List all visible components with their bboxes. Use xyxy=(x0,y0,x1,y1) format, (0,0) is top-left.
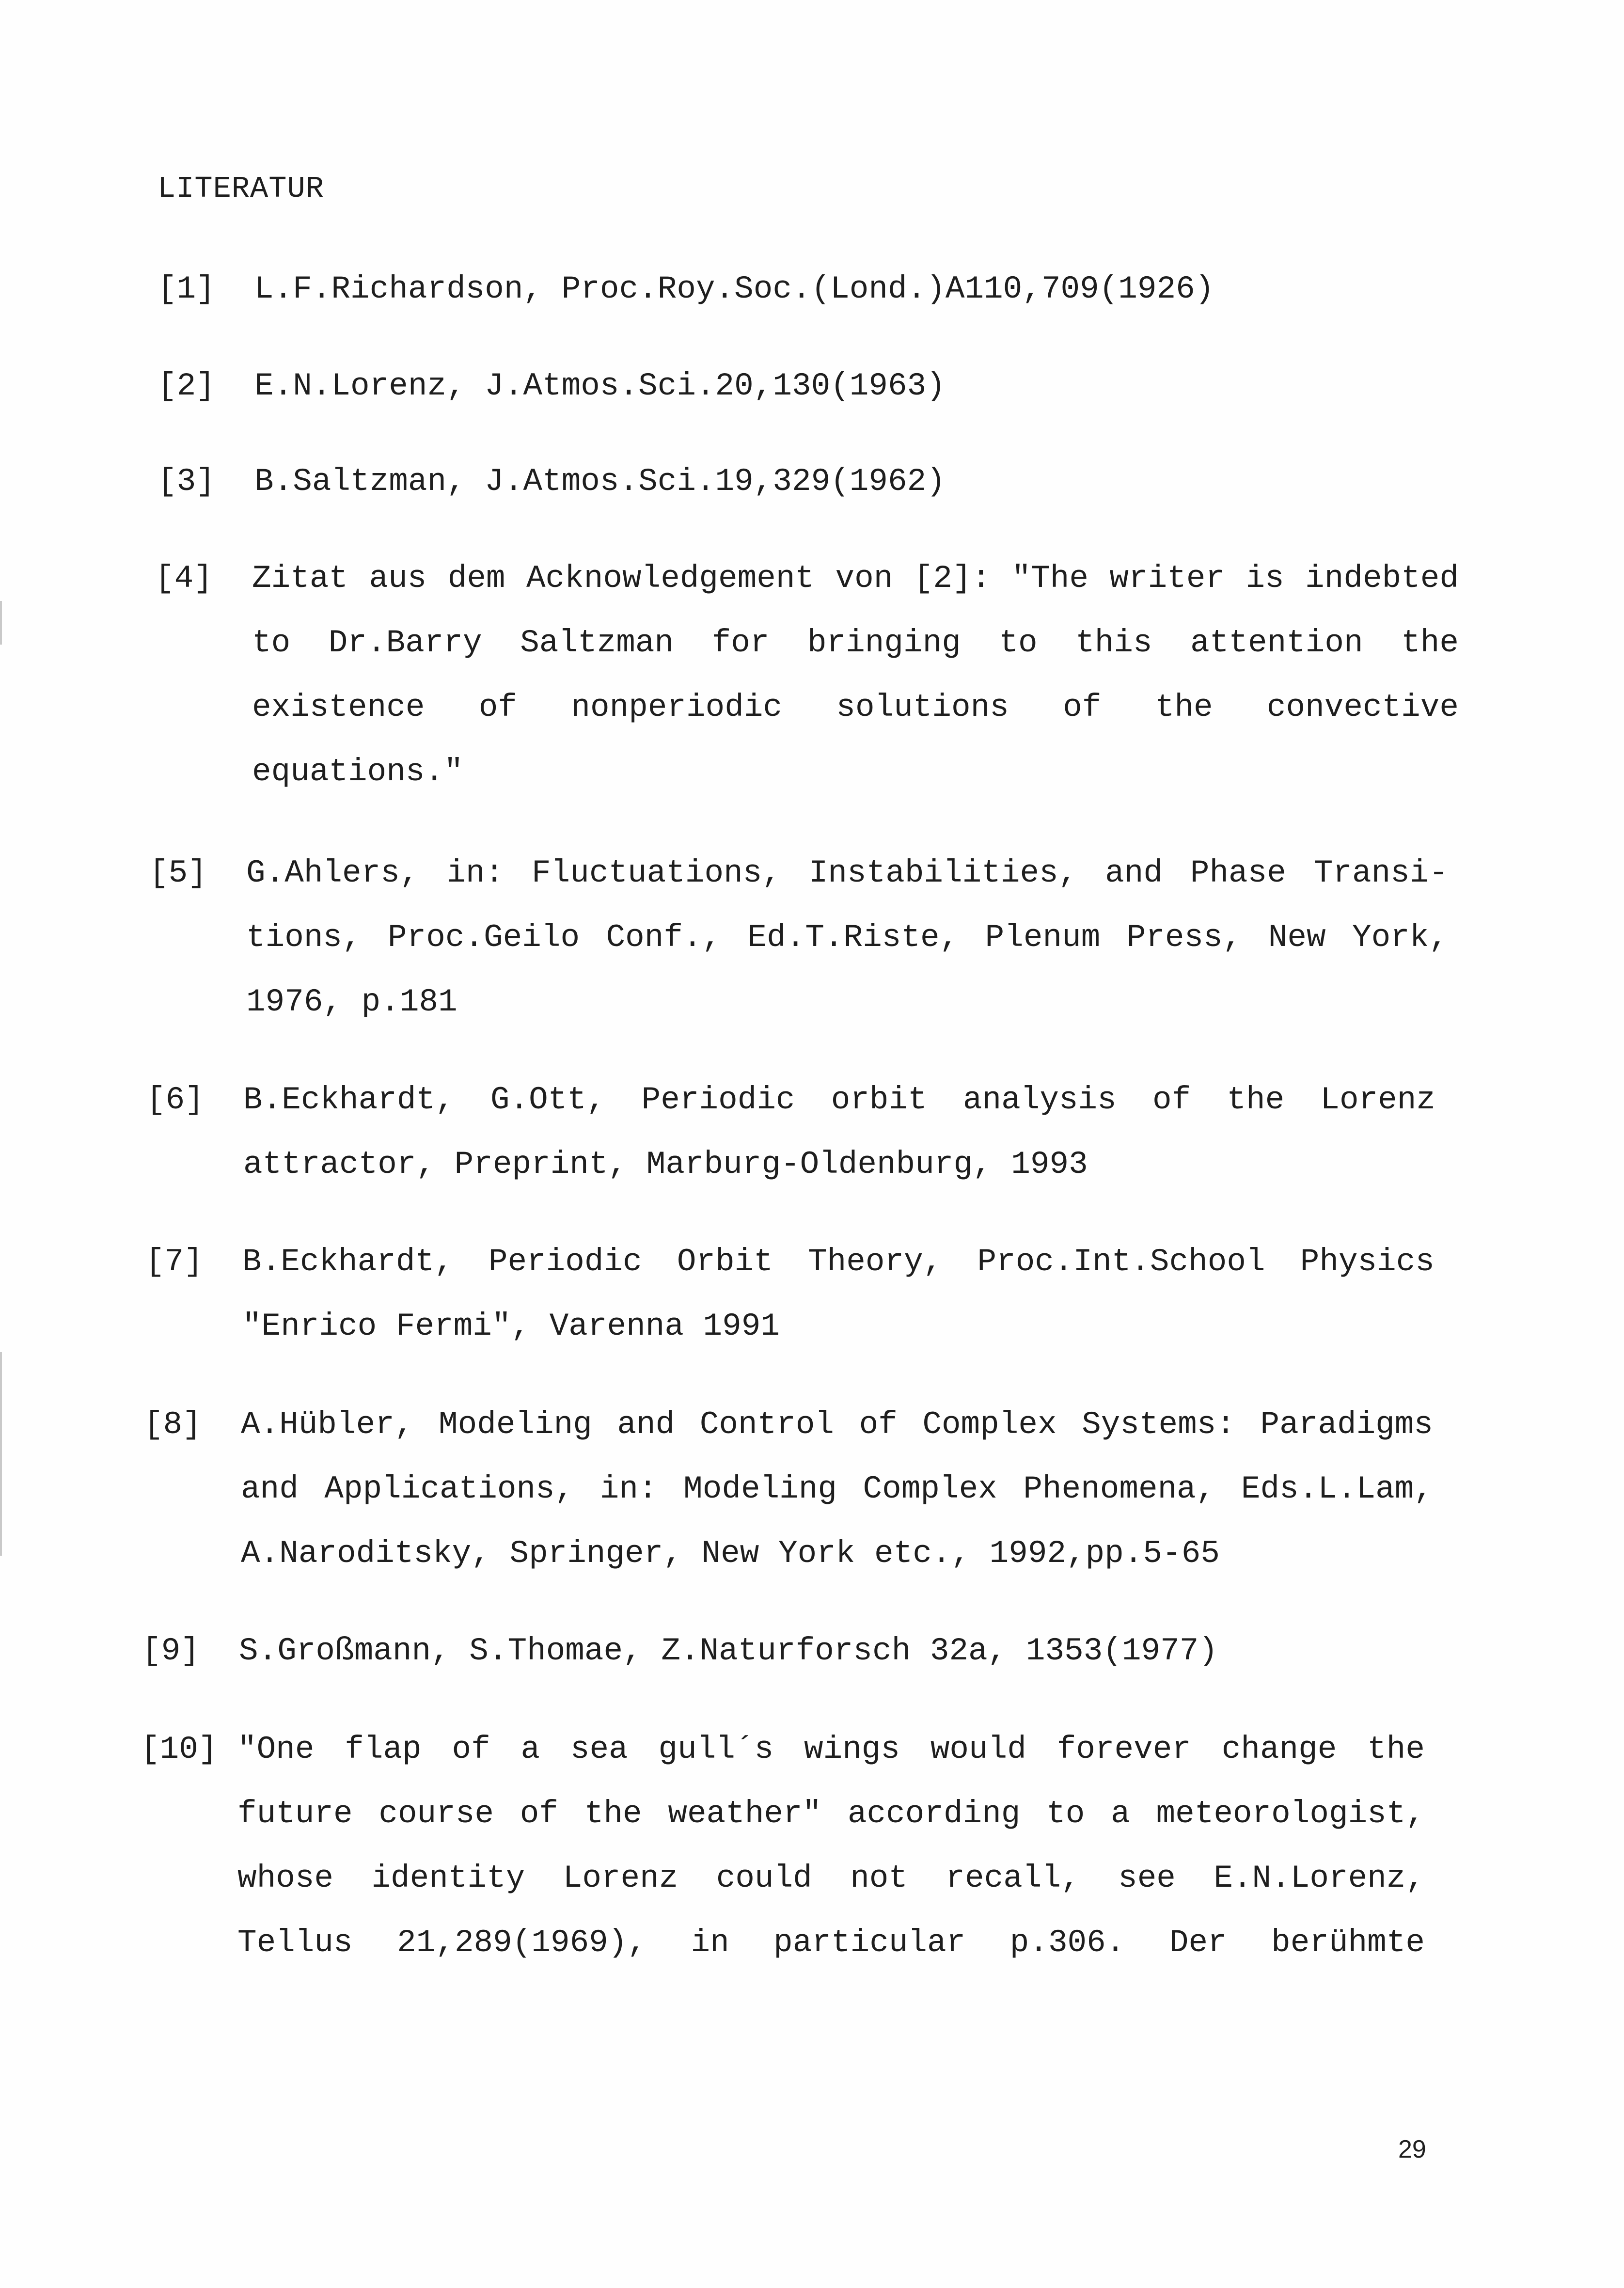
reference-entry-7 xyxy=(145,1230,1454,1358)
reference-number: [3] xyxy=(158,463,215,500)
scan-edge-mark xyxy=(0,601,2,645)
reference-text: S.Großmann, S.Thomae, Z.Naturforsch 32a, 1353(1977) xyxy=(239,1633,1218,1669)
reference-text: A.Hübler, Modeling and Control of Complex Systems: Paradigms and Applications, in: Modeling Complex Phenomena, Eds.L.Lam, A.Naroditsky, Springer, New York etc., 1992,pp.5-65 xyxy=(241,1406,1433,1572)
reference-entry-3 xyxy=(158,449,1466,514)
reference-text: B.Eckhardt, G.Ott, Periodic orbit analysis of the Lorenz attractor, Preprint, Marburg-Oldenburg, 1993 xyxy=(243,1082,1435,1183)
reference-entry-6 xyxy=(146,1068,1455,1197)
reference-entry-4 xyxy=(155,546,1464,804)
reference-entry-10 xyxy=(141,1717,1449,1975)
reference-text: E.N.Lorenz, J.Atmos.Sci.20,130(1963) xyxy=(254,368,946,404)
reference-number: [10] xyxy=(141,1731,218,1767)
reference-entry-9 xyxy=(142,1619,1451,1683)
reference-entry-1 xyxy=(158,257,1466,321)
reference-number: [1] xyxy=(158,271,215,307)
reference-number: [6] xyxy=(146,1082,204,1118)
reference-text: Zitat aus dem Acknowledgement von [2]: "The writer is indebted to Dr.Barry Saltzman for bringing to this attention the existence of nonperiodic solutions of the convective equations." xyxy=(252,560,1459,790)
reference-number: [9] xyxy=(142,1633,200,1669)
reference-text: "One flap of a sea gull´s wings would forever change the future course of the weather" according to a meteorologist, whose identity Lorenz could not recall, see E.N.Lorenz, Tellus 21,289(1969), in particular p.306. Der berühmte xyxy=(237,1731,1425,1961)
section-heading: LITERATUR xyxy=(158,172,324,206)
reference-number: [8] xyxy=(144,1406,202,1443)
reference-entry-8 xyxy=(144,1392,1452,1586)
reference-text: G.Ahlers, in: Fluctuations, Instabilities, and Phase Transi-tions, Proc.Geilo Conf., Ed.T.Riste, Plenum Press, New York, 1976, p.181 xyxy=(246,855,1448,1020)
reference-number: [7] xyxy=(145,1244,203,1280)
reference-number: [4] xyxy=(155,560,213,597)
reference-entry-2 xyxy=(158,354,1466,418)
reference-entry-5 xyxy=(149,841,1458,1034)
scan-edge-mark xyxy=(0,1352,2,1556)
reference-text: B.Eckhardt, Periodic Orbit Theory, Proc.Int.School Physics "Enrico Fermi", Varenna 1991 xyxy=(242,1244,1435,1344)
reference-text: L.F.Richardson, Proc.Roy.Soc.(Lond.)A110,709(1926) xyxy=(254,271,1214,307)
reference-text: B.Saltzman, J.Atmos.Sci.19,329(1962) xyxy=(254,463,946,500)
reference-number: [5] xyxy=(149,855,207,891)
reference-number: [2] xyxy=(158,368,215,404)
page-number: 29 xyxy=(1398,2135,1426,2163)
